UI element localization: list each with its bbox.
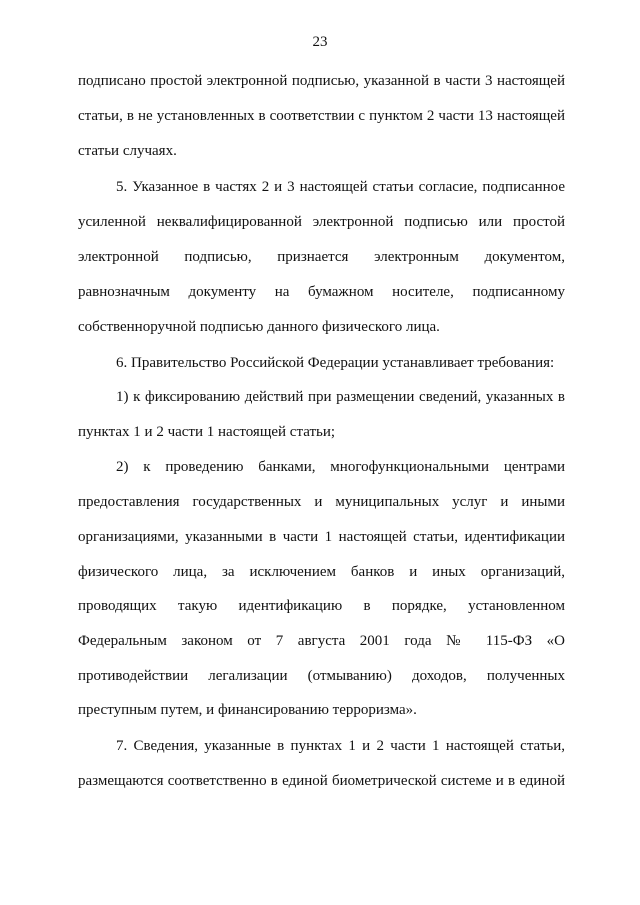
text-line: электронной подписью, признается электронным документом,	[78, 249, 565, 265]
text-line: противодействии легализации (отмыванию) доходов, полученных	[78, 668, 565, 684]
text-line: равнозначным документу на бумажном носителе, подписанному	[78, 284, 565, 300]
text-line: собственноручной подписью данного физического лица.	[78, 319, 440, 335]
text-line: проводящих такую идентификацию в порядке, установленном	[78, 598, 565, 614]
text-line: предоставления государственных и муниципальных услуг и иными	[78, 494, 565, 510]
text-line: 6. Правительство Российской Федерации устанавливает требования:	[116, 355, 555, 371]
text-line: статьи, в не установленных в соответствии с пунктом 2 части 13 настоящей	[78, 108, 565, 124]
text-line: пунктах 1 и 2 части 1 настоящей статьи;	[78, 424, 336, 440]
text-line: 5. Указанное в частях 2 и 3 настоящей статьи согласие, подписанное	[116, 179, 565, 195]
page-number: 23	[312, 34, 328, 50]
text-line: размещаются соответственно в единой биометрической системе и в единой	[78, 773, 565, 789]
text-line: преступным путем, и финансированию терроризма».	[78, 702, 417, 718]
text-line: Федеральным законом от 7 августа 2001 года № 115-ФЗ «О	[78, 633, 565, 649]
text-line: 2) к проведению банками, многофункциональными центрами	[116, 459, 565, 475]
text-line: подписано простой электронной подписью, указанной в части 3 настоящей	[78, 73, 565, 89]
text-line: 1) к фиксированию действий при размещении сведений, указанных в	[116, 389, 565, 405]
text-line: статьи случаях.	[78, 143, 177, 159]
text-line: 7. Сведения, указанные в пунктах 1 и 2 части 1 настоящей статьи,	[116, 738, 565, 754]
text-line: организациями, указанными в части 1 настоящей статьи, идентификации	[78, 529, 565, 545]
text-line: физического лица, за исключением банков и иных организаций,	[78, 564, 565, 580]
text-line: усиленной неквалифицированной электронной подписью или простой	[78, 214, 565, 230]
